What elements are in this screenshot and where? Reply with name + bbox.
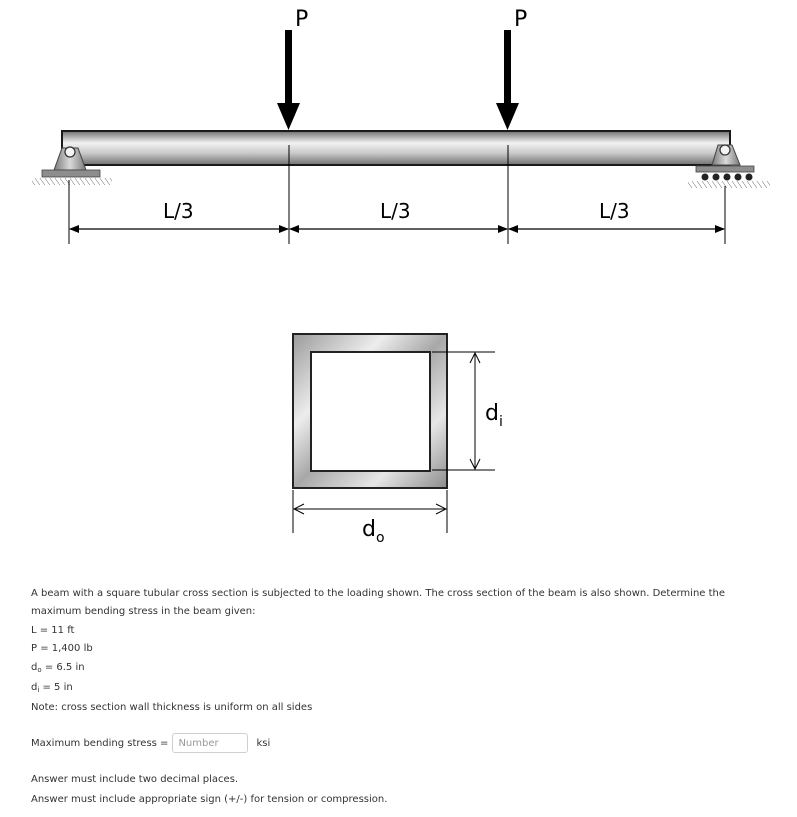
answer-instructions (31, 770, 387, 809)
decimal-places-note: Answer must include two decimal places. (31, 774, 239, 785)
segment-label-2: L/3 (380, 199, 411, 223)
given-load: P = 1,400 lb (31, 643, 93, 655)
given-inner-dimension: $d_i = 5$ in (31, 682, 73, 695)
answer-row (31, 731, 270, 755)
segment-label-1: L/3 (163, 199, 194, 223)
sign-note: Answer must include appropriate sign (+/-) for tension or compression. (31, 793, 388, 805)
problem-statement: A beam with a square tubular cross section is subjected to the loading shown. The cross section of the beam is also shown. Determine the maximum bending stress in the beam given: (31, 588, 726, 618)
outer-dimension-label: $d_o$ (362, 517, 385, 546)
segment-label-3: L/3 (599, 199, 630, 223)
given-length: L = 11 ft (31, 624, 75, 636)
wall-thickness-note: Note: cross section wall thickness is uniform on all sides (31, 702, 313, 714)
load-arrow-right (496, 30, 519, 130)
answer-label: Maximum bending stress = (31, 737, 169, 749)
bending-stress-input[interactable] (172, 733, 248, 753)
answer-unit: ksi (256, 737, 271, 749)
load-label-left: P (295, 7, 309, 32)
given-outer-dimension: $d_o = 6.5$ in (31, 661, 85, 674)
load-label-right: P (514, 7, 528, 32)
inner-dimension-label: $d_i$ (485, 401, 503, 430)
problem-text (31, 585, 771, 718)
beam (62, 131, 730, 165)
load-arrow-left (277, 30, 300, 130)
tube-cross-section (293, 334, 447, 488)
